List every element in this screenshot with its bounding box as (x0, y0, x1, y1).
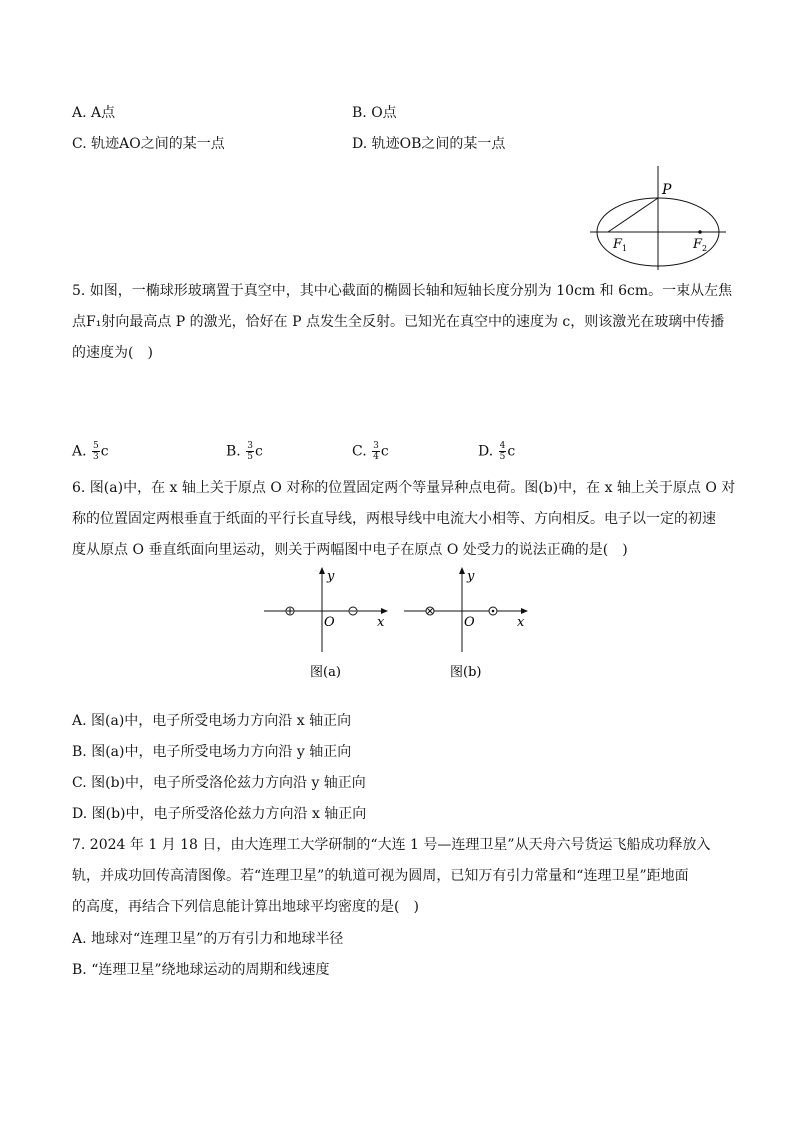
q5-text-line2: 点F₁射向最高点 P 的激光，恰好在 P 点发生全反射。已知光在真空中的速度为 c，则该激光在玻璃中传播 (72, 314, 725, 330)
q6-option-b[interactable]: B. 图(a)中，电子所受电场力方向沿 y 轴正向 (72, 744, 352, 760)
q7-option-b[interactable]: B. “连理卫星”绕地球运动的周期和线速度 (72, 962, 330, 978)
laser-ray (608, 198, 658, 232)
figure-b-caption: 图(b) (450, 665, 482, 680)
x-axis-arrow (381, 608, 388, 614)
q6-text-line1: 6. 图(a)中，在 x 轴上关于原点 O 对称的位置固定两个等量异种点电荷。图(b)中，在 x 轴上关于原点 O 对 (72, 480, 736, 496)
q7-text-line2: 轨，并成功回传高清图像。若“连理卫星”的轨道可视为圆周，已知万有引力常量和“连理卫星”距地面 (72, 868, 689, 884)
q6-option-a[interactable]: A. 图(a)中，电子所受电场力方向沿 x 轴正向 (72, 713, 352, 729)
y-axis-label: y (467, 569, 475, 584)
point-p-label: P (662, 182, 672, 198)
focus-f2-dot (698, 230, 702, 234)
origin-label: O (464, 615, 475, 630)
x-axis-label: x (517, 615, 525, 630)
q6-text-line2: 称的位置固定两根垂直于纸面的平行长直导线，两根导线中电流大小相等、方向相反。电子以一定的初速 (72, 511, 716, 527)
q4-option-a[interactable]: A. A点 (72, 105, 116, 121)
y-axis-arrow (459, 567, 465, 574)
figure-b (402, 562, 532, 682)
x-axis-arrow (521, 608, 528, 614)
q6-text-line3: 度从原点 O 垂直纸面向里运动，则关于两幅图中电子在原点 O 处受力的说法正确的是( ) (72, 542, 628, 558)
q6-option-c[interactable]: C. 图(b)中，电子所受洛伦兹力方向沿 y 轴正向 (72, 775, 366, 791)
ellipse-figure (590, 164, 726, 272)
q5-option-b[interactable]: B. $\frac{3}{5}$ c (226, 441, 263, 462)
y-axis-label: y (327, 569, 335, 584)
q5-option-d[interactable]: D. $\frac{4}{5}$ c (478, 441, 516, 462)
focus-f1-label: $F_1$ (613, 237, 628, 253)
q4-option-d[interactable]: D. 轨迹OB之间的某一点 (352, 136, 506, 152)
y-axis-arrow (319, 567, 325, 574)
q4-option-b[interactable]: B. O点 (352, 105, 397, 121)
q5-text-line3: 的速度为( ) (72, 345, 153, 361)
q7-text-line1: 7. 2024 年 1 月 18 日，由大连理工大学研制的“大连 1 号—连理卫星”从天舟六号货运飞船成功释放入 (72, 837, 711, 853)
q7-option-a[interactable]: A. 地球对“连理卫星”的万有引力和地球半径 (72, 931, 344, 947)
origin-label: O (324, 615, 335, 630)
q5-text-line1: 5. 如图，一椭球形玻璃置于真空中，其中心截面的椭圆长轴和短轴长度分别为 10cm 和 6cm。一束从左焦 (72, 283, 733, 299)
q5-option-c[interactable]: C. $\frac{3}{4}$ c (352, 441, 389, 462)
x-axis-label: x (377, 615, 385, 630)
q7-text-line3: 的高度，再结合下列信息能计算出地球平均密度的是( ) (72, 899, 419, 915)
q5-option-a[interactable]: A. $\frac{5}{3}$ c (72, 441, 109, 462)
focus-f2-label: $F_2$ (693, 237, 708, 253)
figure-a (262, 562, 392, 682)
q6-option-d[interactable]: D. 图(b)中，电子所受洛伦兹力方向沿 x 轴正向 (72, 806, 367, 822)
figure-a-caption: 图(a) (310, 665, 341, 680)
q4-option-c[interactable]: C. 轨迹AO之间的某一点 (72, 136, 225, 152)
